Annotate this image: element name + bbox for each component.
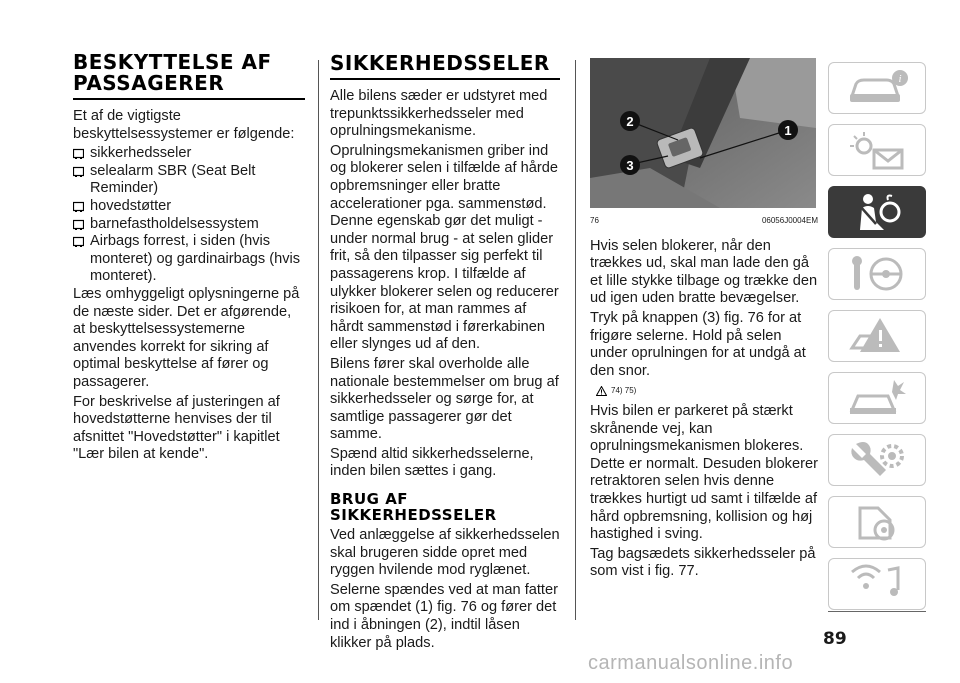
intro-paragraph: Et af de vigtigste beskyttelsessystemer er følgende: <box>73 108 295 142</box>
warning-triangle-icon <box>596 386 607 396</box>
list-item: selealarm SBR (Seat Belt Reminder) <box>73 163 305 198</box>
body-paragraph: Tryk på knappen (3) fig. 76 for at frigøre selerne. Hold på selen under oprulningen for at undgå at den snor. <box>590 309 806 379</box>
tab-multimedia[interactable] <box>828 558 926 610</box>
section-title-seat-belts: SIKKERHEDSSELER <box>330 51 550 75</box>
tab-seat-belt-airbag[interactable] <box>828 186 926 238</box>
body-paragraph: Bilens fører skal overholde alle nationale bestemmelser om brug af sikkerhedsseler og sørge for, at samtlige passagerer gør det samme. <box>330 355 559 443</box>
roadside-emergency-icon <box>842 376 912 420</box>
figure-code: 06056J0004EM <box>761 216 818 225</box>
tab-road-safety[interactable] <box>828 310 926 362</box>
multimedia-icon <box>842 562 912 606</box>
list-item: sikkerhedsseler <box>73 145 305 163</box>
column-belt-usage <box>590 58 818 583</box>
body-paragraph: Oprulningsmekanismen griber ind og blokerer selen i tilfælde af hårde opbremsninger eller bratte accelerationer pga. sammenstød. Denne egenskab gør det muligt - under normal brug - at selen glider frit, så den tilpasser sig perfekt til passagerens krop. I tilfælde af ulykker blokerer selen og reducerer risikoen for, at man rammes af hårdt sammenstød i førerkabinen eller slynges ud af den. <box>330 142 559 353</box>
body-paragraph: For beskrivelse af justeringen af hovedstøtterne henvises der til afsnittet "Hovedstøtter" i kapitlet "Lær bilen at kende". <box>73 393 280 463</box>
warning-lights-icon <box>842 128 912 172</box>
callout-1: 1 <box>784 123 792 138</box>
figure-number: 76 <box>590 216 599 225</box>
tab-emergency[interactable] <box>828 372 926 424</box>
square-bullet-icon <box>73 219 84 230</box>
tab-maintenance[interactable] <box>828 434 926 486</box>
square-bullet-icon <box>73 148 84 159</box>
watermark: carmanualsonline.info <box>588 652 794 674</box>
title-underline <box>330 78 560 80</box>
body-paragraph: Hvis selen blokerer, når den trækkes ud, skal man lade den gå et lille stykke tilbage og trække den ud igen uden bratte bevægelser. <box>590 237 818 307</box>
column-seat-belts <box>330 52 560 654</box>
seat-belt-airbag-icon <box>842 190 912 234</box>
body-paragraph: Alle bilens sæder er udstyret med trepunktssikkerhedsseler med oprulningsmekanisme. <box>330 88 548 140</box>
tab-specifications[interactable] <box>828 496 926 548</box>
square-bullet-icon <box>73 201 84 212</box>
tab-starting-driving[interactable] <box>828 248 926 300</box>
body-paragraph: Hvis bilen er parkeret på stærkt skrånende vej, kan oprulningsmekanismen blokeres. Dette er normalt. Desuden blokerer retraktoren selen hvis denne trækkes hurtigt ud samt i tilfælde af hård opbremsning, kollision og høj hastighed i sving. <box>590 402 818 543</box>
subsection-title-use: BRUG AF SIKKERHEDSSELER <box>330 490 497 525</box>
tab-car-info[interactable] <box>828 62 926 114</box>
key-steering-wheel-icon <box>842 252 912 296</box>
body-paragraph: Selerne spændes ved at man fatter om spændet (1) fig. 76 og fører det ind i åbningen (2), indtil låsen klikker på plads. <box>330 581 558 651</box>
figure-76-belt-buckle <box>590 58 816 208</box>
column-divider <box>318 60 319 620</box>
page-number-rule <box>828 611 926 612</box>
belt-buckle-illustration <box>590 58 816 208</box>
body-paragraph: Læs omhyggeligt oplysningerne på de næste sider. Det er afgørende, at beskyttelsessystemerne anvendes korrekt for sikring af optimal beskyttelse af fører og passagerer. <box>73 285 300 390</box>
maintenance-icon <box>842 438 912 482</box>
column-divider <box>575 60 576 620</box>
list-item: Airbags forrest, i siden (hvis monteret) og gardinairbags (hvis monteret). <box>73 233 305 286</box>
square-bullet-icon <box>73 236 84 247</box>
column-protection <box>73 52 305 466</box>
callout-3: 3 <box>626 158 634 173</box>
warning-reference: 74) 75) <box>596 382 818 400</box>
title-underline <box>73 98 305 100</box>
figure-caption <box>590 212 818 230</box>
protection-list <box>73 145 305 286</box>
body-paragraph: Ved anlæggelse af sikkerhedsselen skal brugeren sidde opret med ryggen hvilende mod ryglænet. <box>330 527 560 579</box>
list-item: barnefastholdelsessystem <box>73 216 305 234</box>
page-number: 89 <box>823 629 847 649</box>
specifications-icon <box>842 500 912 544</box>
road-warning-icon <box>842 314 912 358</box>
body-paragraph: Spænd altid sikkerhedsselerne, inden bilen sættes i gang. <box>330 445 534 480</box>
list-item: hovedstøtter <box>73 198 305 216</box>
svg-text:i: i <box>898 73 902 85</box>
body-paragraph: Tag bagsædets sikkerhedsseler på som vist i fig. 77. <box>590 545 816 580</box>
square-bullet-icon <box>73 166 84 177</box>
callout-2: 2 <box>626 114 634 129</box>
car-info-icon <box>842 66 912 110</box>
section-title-protection: BESKYTTELSE AF PASSAGERER <box>73 50 272 95</box>
tab-warning-lights[interactable] <box>828 124 926 176</box>
